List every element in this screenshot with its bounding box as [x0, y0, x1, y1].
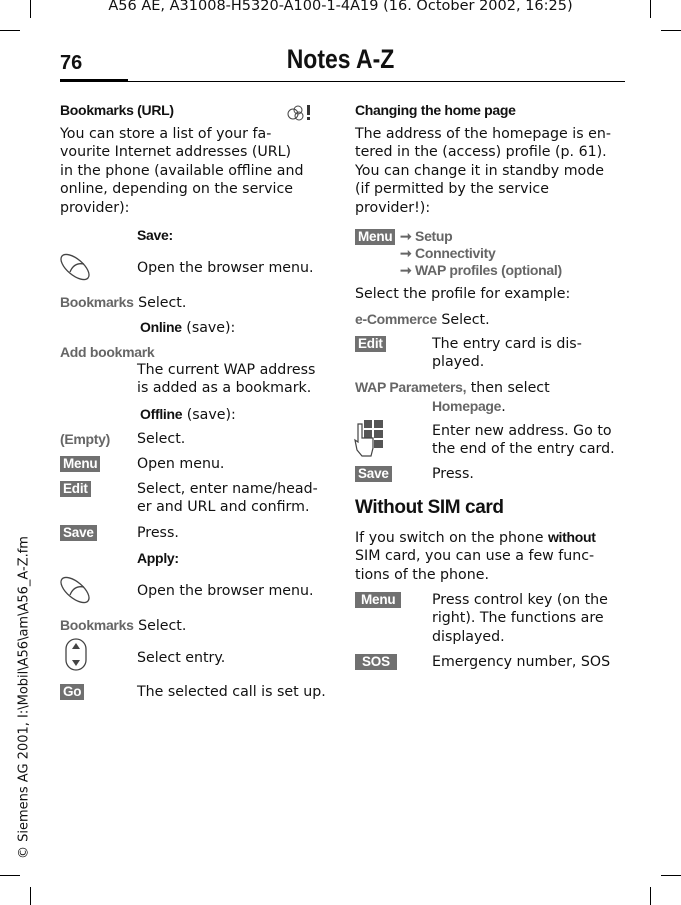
text-line: tered in the (access) profile (p. 61).: [355, 144, 607, 161]
emphasis: without: [547, 529, 596, 545]
menu-softkey: Menu: [355, 592, 401, 608]
text-line: Open the browser menu.: [137, 583, 314, 599]
text: Select.: [138, 295, 187, 311]
page-number: 76: [60, 52, 83, 74]
text: If you switch on the phone: [355, 530, 544, 546]
text-block: [432, 591, 608, 646]
text-line: [60, 616, 186, 635]
menu-item-online: Online: [140, 319, 182, 335]
crop-mark: [661, 875, 681, 876]
text-line: Open the browser menu.: [137, 260, 314, 276]
text: (save):: [186, 407, 236, 423]
text-line: the end of the entry card.: [432, 441, 615, 458]
control-key-icon: [58, 575, 94, 605]
text-line: in the phone (available offline and: [60, 162, 304, 179]
crop-mark: [30, 887, 31, 905]
text: then select: [470, 380, 550, 396]
save-softkey: Save: [60, 525, 97, 541]
header-rule: [60, 81, 625, 82]
text-line: You can change it in standby mode: [355, 162, 604, 179]
side-note: © Siemens AG 2001, I:\Mobil\A56\am\A56_A-Z.fm: [16, 536, 32, 859]
keypad-icon: [354, 420, 390, 460]
text-line: Select entry.: [137, 650, 226, 666]
text-line: tions of the phone.: [355, 566, 489, 583]
go-softkey: Go: [60, 684, 84, 700]
menu-softkey: Menu: [355, 229, 395, 245]
text-line: [140, 405, 236, 424]
text-line: Emergency number, SOS: [432, 654, 611, 670]
text-line: [140, 318, 235, 337]
text-line: er and URL and confirm.: [137, 499, 310, 516]
sim-paragraph: [355, 528, 596, 584]
text-line: (if permitted by the service: [355, 181, 549, 198]
header-rule-accent: [60, 79, 128, 82]
text-line: Select the profile for example:: [355, 286, 571, 302]
apply-subheading: Apply:: [137, 550, 179, 566]
menu-item-empty: (Empty): [60, 431, 111, 447]
text-line: [60, 293, 186, 312]
text-line: SIM card, you can use a few func-: [355, 548, 595, 565]
menu-path-step: [400, 245, 562, 262]
text-block: [432, 335, 582, 372]
menu-item-bookmarks: Bookmarks: [60, 617, 134, 633]
menu-item-ecommerce: e-Commerce: [355, 311, 437, 327]
text: (save):: [186, 320, 236, 336]
text: Connectivity: [415, 245, 496, 261]
edit-softkey: Edit: [60, 481, 91, 497]
text-block: [432, 422, 615, 459]
text-line: played.: [432, 354, 485, 371]
sos-softkey: SOS: [355, 654, 397, 670]
text-line: provider):: [60, 199, 130, 216]
crop-mark: [0, 30, 20, 31]
text: Select.: [441, 312, 490, 328]
text-line: Enter new address. Go to: [432, 423, 612, 439]
save-softkey: Save: [355, 466, 392, 482]
text-line: Homepage.: [432, 398, 506, 415]
running-header: A56 AE, A31008-H5320-A100-1-4A19 (16. October 2002, 16:25): [108, 0, 573, 14]
text: Setup: [415, 228, 453, 244]
text: WAP profiles (optional): [415, 262, 562, 278]
text-line: Open menu.: [137, 456, 225, 472]
text-line: [355, 310, 490, 329]
network-service-icon: [286, 104, 314, 122]
text-line: The entry card is dis-: [432, 336, 582, 352]
text-line: Press control key (on the: [432, 592, 608, 608]
edit-softkey: Edit: [355, 336, 386, 352]
text: Select.: [138, 618, 187, 634]
intro-paragraph: [60, 125, 304, 217]
arrow-right-icon: ➞: [400, 228, 412, 244]
menu-item-homepage: Homepage: [432, 398, 502, 414]
text-block: [137, 480, 318, 517]
text-line: right). The functions are: [432, 610, 604, 627]
menu-item-add-bookmark: Add bookmark: [60, 344, 155, 360]
text-line: Select, enter name/head-: [137, 481, 318, 497]
arrow-right-icon: ➞: [400, 262, 412, 278]
text-line: online, depending on the service: [60, 181, 294, 198]
menu-item-bookmarks: Bookmarks: [60, 294, 134, 310]
crop-mark: [650, 887, 651, 905]
text-line: [355, 528, 596, 547]
navigation-updown-icon: [64, 638, 90, 672]
menu-softkey: Menu: [60, 456, 100, 472]
save-subheading: Save:: [137, 227, 173, 243]
text-line: Select.: [137, 431, 186, 447]
section-heading: Changing the home page: [355, 102, 516, 118]
control-key-icon: [58, 252, 94, 282]
text-line: Press.: [137, 525, 179, 541]
text-line: Press.: [432, 466, 474, 482]
intro-paragraph: [355, 125, 611, 217]
menu-path-step: [400, 228, 562, 245]
menu-path: [400, 228, 562, 279]
crop-mark: [661, 30, 681, 31]
text-line: [355, 378, 550, 397]
menu-item-offline: Offline: [140, 406, 183, 422]
text-line: The current WAP address: [137, 362, 316, 378]
text-line: The address of the homepage is en-: [355, 126, 611, 142]
page-title: Notes A-Z: [286, 44, 395, 74]
text-line: vourite Internet addresses (URL): [60, 144, 292, 161]
text-line: is added as a bookmark.: [137, 380, 312, 397]
arrow-right-icon: ➞: [400, 245, 412, 261]
text-line: provider!):: [355, 199, 431, 216]
section-heading: Bookmarks (URL): [60, 102, 174, 118]
menu-item-wap-parameters: WAP Parameters,: [355, 379, 467, 395]
section-heading: Without SIM card: [355, 497, 504, 518]
text-block: [137, 361, 315, 398]
text-line: You can store a list of your fa-: [60, 126, 272, 142]
text-line: displayed.: [432, 628, 505, 645]
text-line: The selected call is set up.: [137, 684, 326, 700]
menu-path-step: [400, 262, 562, 279]
